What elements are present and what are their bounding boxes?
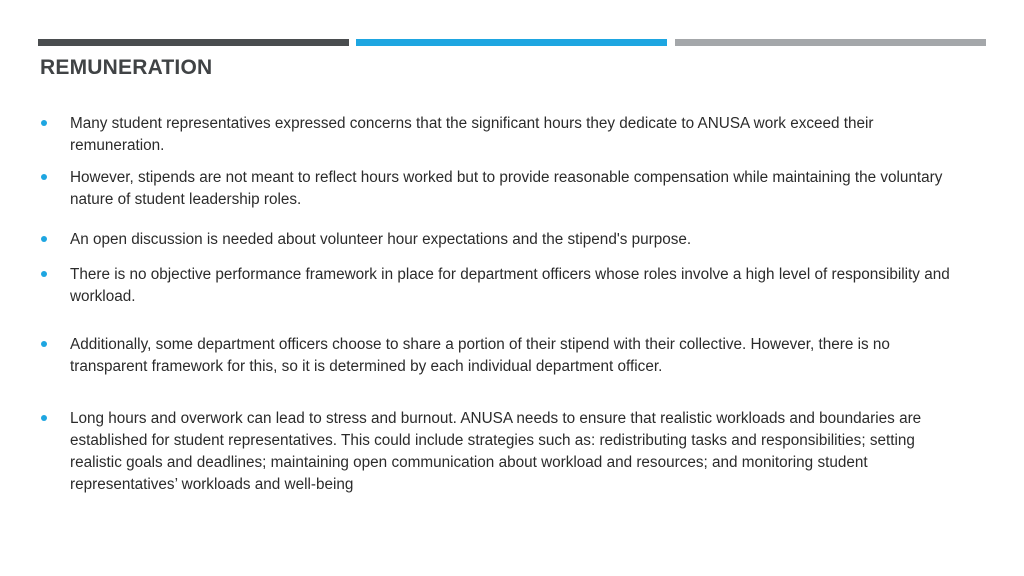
bullet-item	[40, 229, 970, 251]
bullet-dot-icon	[40, 113, 70, 135]
bullet-item	[40, 334, 970, 378]
bullet-text: However, stipends are not meant to reflect hours worked but to provide reasonable compensation while maintaining the voluntary nature of student leadership roles.	[70, 169, 943, 208]
bullet-text: Long hours and overwork can lead to stress and burnout. ANUSA needs to ensure that realistic workloads and boundaries are established for student representatives. This could include strategies such as: redistributing tasks and responsibilities; setting realistic goals and deadlines; maintaining open communication about workload and resources; and monitoring student representatives’ workloads and well-being	[70, 410, 922, 493]
bullet-item	[40, 264, 970, 308]
bullet-item	[40, 113, 970, 157]
header-bar-gray	[675, 39, 986, 46]
bullet-dot-icon	[40, 408, 70, 430]
bullet-text: There is no objective performance framework in place for department officers whose roles involve a high level of responsibility and workload.	[70, 266, 950, 305]
header-bar-blue	[356, 39, 667, 46]
bullet-dot-icon	[40, 334, 70, 356]
bullet-item	[40, 167, 970, 211]
header-bar-dark	[38, 39, 349, 46]
bullet-text: Additionally, some department officers choose to share a portion of their stipend with their collective. However, there is no transparent framework for this, so it is determined by each individual department officer.	[70, 336, 890, 375]
slide-title: REMUNERATION	[40, 56, 213, 79]
bullet-item	[40, 408, 970, 496]
header-bars	[38, 39, 986, 46]
bullet-dot-icon	[40, 167, 70, 189]
bullet-dot-icon	[40, 229, 70, 251]
bullet-text: An open discussion is needed about volunteer hour expectations and the stipend's purpose.	[70, 231, 692, 248]
bullet-dot-icon	[40, 264, 70, 286]
bullet-text: Many student representatives expressed concerns that the significant hours they dedicate to ANUSA work exceed their remuneration.	[70, 115, 874, 154]
